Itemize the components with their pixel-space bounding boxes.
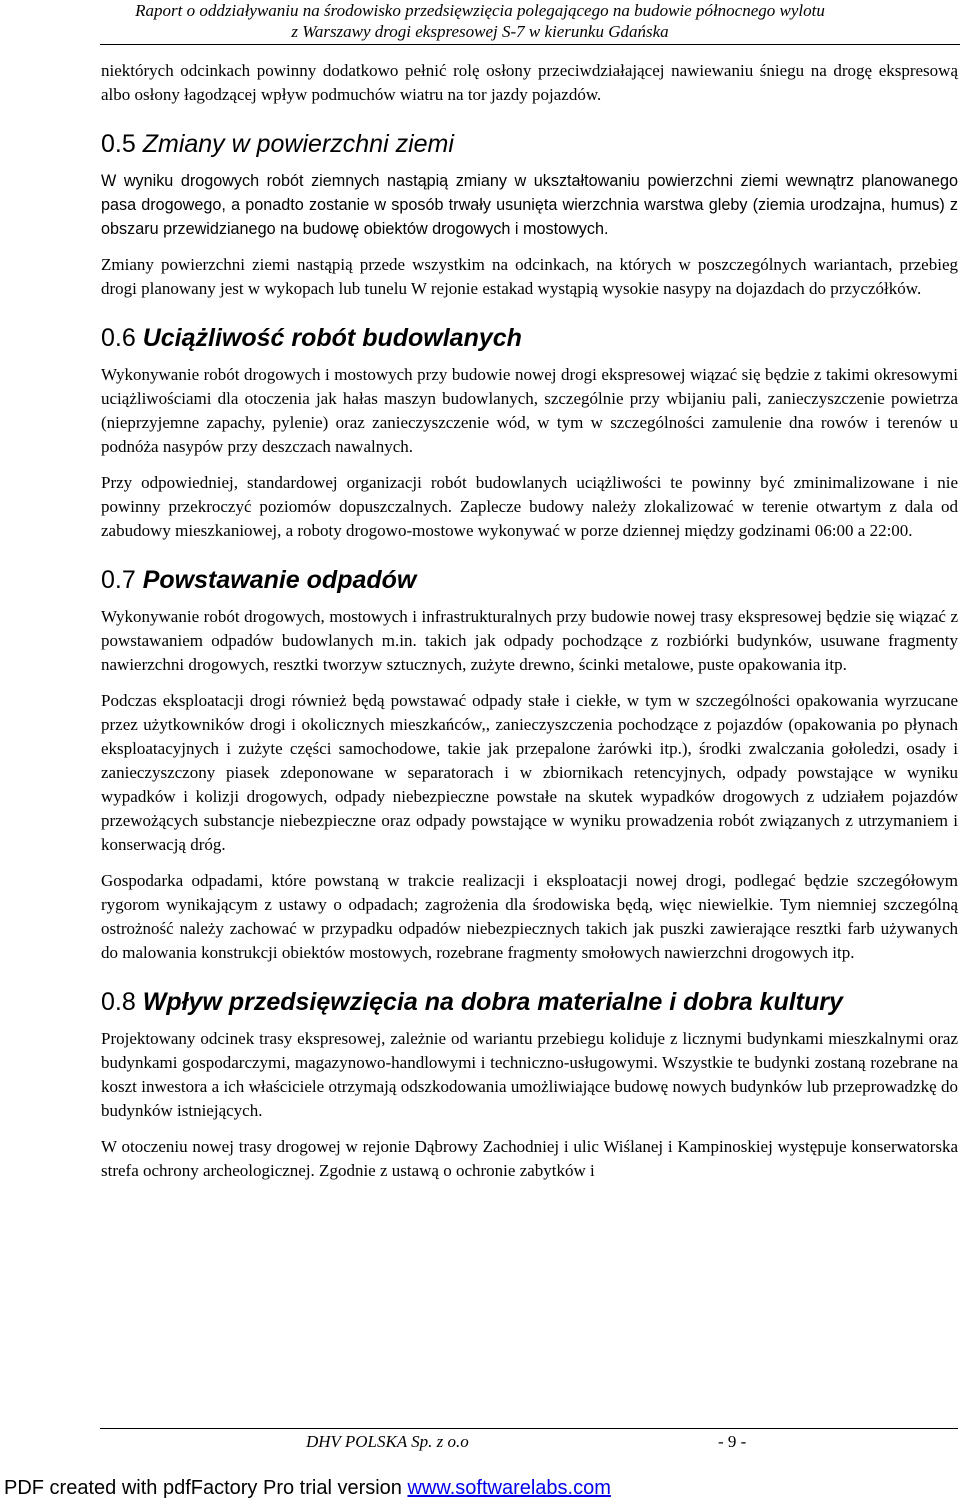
pdf-watermark-bar — [0, 1472, 960, 1504]
section-title: Uciążliwość robót budowlanych — [142, 324, 522, 352]
paragraph: Wykonywanie robót drogowych i mostowych przy budowie nowej drogi ekspresowej wiązać się będzie z takimi okresowymi uciążliwościami dla otoczenia jak hałas maszyn budowlanych, szczególnie przy wbijaniu pali, zanieczyszczenie powietrza (nieprzyjemne zapachy, pylenie) oraz zanieczyszczenie wód, w tym w szczególności zamulenie dna rowów i terenów u podnóża nasypów przy deszczach nawalnych. — [101, 365, 958, 456]
header-line-2: z Warszawy drogi ekspresowej S-7 w kierunku Gdańska — [291, 22, 669, 41]
paragraph: W otoczeniu nowej trasy drogowej w rejonie Dąbrowy Zachodniej i ulic Wiślanej i Kampinoskiej występuje konserwatorska strefa ochrony archeologicznej. Zgodnie z ustawą o ochronie zabytków i — [101, 1137, 958, 1180]
paragraph: Wykonywanie robót drogowych, mostowych i infrastrukturalnych przy budowie nowej trasy ekspresowej będzie się wiązać z powstawaniem odpadów budowlanych m.in. takich jak odpady pochodzące z rozbiórki budynków, usuwane fragmenty nawierzchni drogowych, resztki tworzyw sztucznych, zużyte drewno, ścinki metalowe, puste opakowania itp. — [101, 607, 958, 674]
section-number: 0.5 — [101, 130, 136, 158]
paragraph: Projektowany odcinek trasy ekspresowej, zależnie od wariantu przebiegu koliduje z licznymi budynkami mieszkalnymi oraz budynkami gospodarczymi, magazynowo-handlowymi i techniczno-usługowymi. Wszystkie te budynki zostaną rozebrane na koszt inwestora a ich właściciele otrzymają odszkodowania umożliwiające budowę nowych budynków lub przeprowadzkę do budynków istniejących. — [101, 1029, 958, 1120]
section-heading-0-8 — [101, 985, 958, 1019]
section-number: 0.7 — [101, 566, 136, 594]
section-title: Zmiany w powierzchni ziemi — [142, 130, 454, 158]
paragraph: Przy odpowiedniej, standardowej organizacji robót budowlanych uciążliwości te powinny być zminimalizowane i nie powinny przekroczyć poziomów dopuszczalnych. Zaplecze budowy należy zlokalizować w terenie otwartym z dala od zabudowy mieszkaniowej, a roboty drogowo-mostowe wykonywać w porze dziennej między godzinami 06:00 a 22:00. — [101, 473, 958, 540]
section-title: Wpływ przedsięwzięcia na dobra materialne i dobra kultury — [142, 988, 843, 1016]
softwarelabs-link[interactable]: www.softwarelabs.com — [407, 1477, 611, 1499]
page-header — [0, 0, 960, 44]
page-number: - 9 - — [718, 1432, 747, 1451]
paragraph: Podczas eksploatacji drogi również będą powstawać odpady stałe i ciekłe, w tym w szczególności opakowania wyrzucane przez użytkowników drogi i okolicznych mieszkańców,, zanieczyszczenia pochodzące z pojazdów (opakowania po płynach eksploatacyjnych i zużyte części samochodowe, takie jak przepalone żarówki itp.), środki zwalczania gołoledzi, osady i zanieczyszczony piasek zdeponowane w separatorach i w zbiornikach retencyjnych, odpady powstające w wyniku wypadków i kolizji drogowych, odpady niebezpieczne powstałe na skutek wypadków drogowych z udziałem pojazdów przewożących substancje niebezpieczne oraz odpady powstające w wyniku prowadzenia robót związanych z utrzymaniem i konserwacją dróg. — [101, 691, 958, 854]
document-body — [101, 59, 958, 1195]
footer-company: DHV POLSKA Sp. z o.o — [306, 1432, 469, 1451]
pdf-watermark-text: PDF created with pdfFactory Pro trial version — [4, 1477, 408, 1499]
footer-divider — [100, 1428, 958, 1429]
header-divider — [100, 44, 960, 45]
paragraph: Zmiany powierzchni ziemi nastąpią przede wszystkim na odcinkach, na których w poszczególnych wariantach, przebieg drogi planowany jest w wykopach lub tunelu W rejonie estakad wystąpią wysokie nasypy na dojazdach do przyczółków. — [101, 255, 958, 298]
section-number: 0.8 — [101, 988, 136, 1016]
paragraph: W wyniku drogowych robót ziemnych nastąpią zmiany w ukształtowaniu powierzchni ziemi wewnątrz planowanego pasa drogowego, a ponadto zostanie w sposób trwały usunięta wierzchnia warstwa gleby (ziemia urodzajna, humus) z obszaru przewidzianego na budowę obiektów drogowych i mostowych. — [101, 172, 958, 238]
section-heading-0-7 — [101, 563, 958, 597]
section-heading-0-6 — [101, 321, 958, 355]
intro-paragraph: niektórych odcinkach powinny dodatkowo pełnić rolę osłony przeciwdziałającej nawiewaniu śniegu na drogę ekspresową albo osłony łagodzącej wpływ podmuchów wiatru na tor jazdy pojazdów. — [101, 61, 958, 104]
section-title: Powstawanie odpadów — [142, 566, 417, 594]
paragraph: Gospodarka odpadami, które powstaną w trakcie realizacji i eksploatacji nowej drogi, podlegać będzie szczegółowym rygorom wynikającym z ustawy o odpadach; zagrożenia dla środowiska będą, więc niewielkie. Tym niemniej szczególną ostrożność należy zachować w przypadku odpadów niebezpiecznych takich jak puszki zawierające resztki farb używanych do malowania konstrukcji obiektów mostowych, rozebrane fragmenty smołowych nawierzchni drogowych itp. — [101, 871, 958, 962]
section-number: 0.6 — [101, 324, 136, 352]
header-line-1: Raport o oddziaływaniu na środowisko przedsięwzięcia polegającego na budowie północnego wylotu — [135, 1, 825, 20]
section-heading-0-5 — [101, 127, 958, 161]
